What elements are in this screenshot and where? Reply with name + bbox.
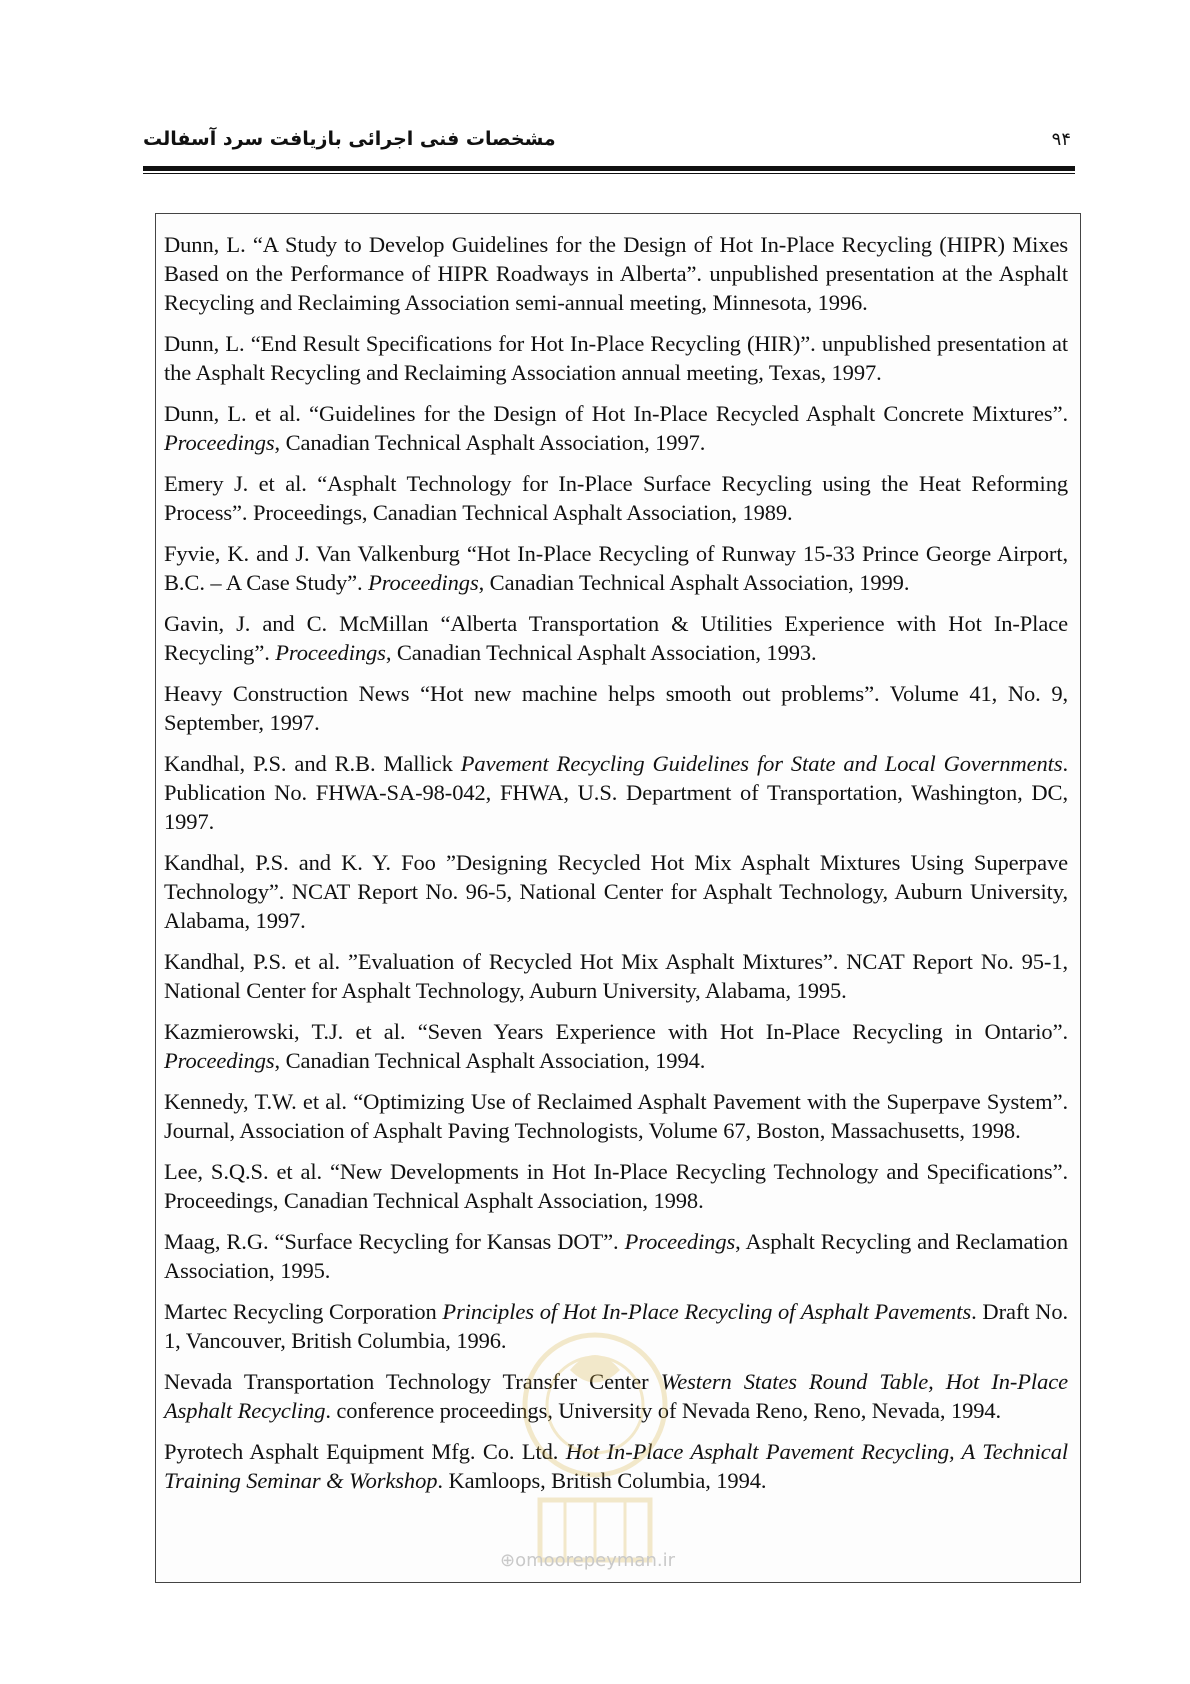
- reference-italic-title: Proceedings: [164, 1048, 275, 1073]
- watermark-logo: [470, 1310, 720, 1580]
- reference-text: , Canadian Technical Asphalt Association, 1997.: [274, 430, 706, 455]
- reference-text: Kandhal, P.S. and K. Y. Foo ”Designing Recycled Hot Mix Asphalt Mixtures Using Superpave Technology”. NCAT Report No. 96-5, National Center for Asphalt Technology, Auburn University, Alabama, 1997.: [164, 850, 1068, 933]
- page-header: [143, 128, 1075, 168]
- reference-italic-title: Proceedings: [164, 430, 275, 455]
- reference-text: Martec Recycling Corporation: [164, 1299, 443, 1324]
- reference-text: Dunn, L. “End Result Specifications for Hot In-Place Recycling (HIR)”. unpublished presentation at the Asphalt Recycling and Reclaiming Association annual meeting, Texas, 1997.: [164, 331, 1068, 385]
- reference-text: Emery J. et al. “Asphalt Technology for In-Place Surface Recycling using the Heat Reforming Process”. Proceedings, Canadian Technical Asphalt Association, 1989.: [164, 471, 1068, 525]
- watermark-site: ⊕omoorepeyman.ir: [500, 1550, 675, 1571]
- reference-entry: [164, 1087, 1068, 1145]
- reference-entry: [164, 469, 1068, 527]
- reference-italic-title: Proceedings: [624, 1229, 736, 1254]
- reference-text: Gavin, J. and C. McMillan “Alberta Transportation & Utilities Experience with Hot In-Place Recycling”.: [164, 611, 1068, 665]
- page-number: ۹۴: [1051, 129, 1071, 150]
- reference-text: Kazmierowski, T.J. et al. “Seven Years Experience with Hot In-Place Recycling in Ontario”.: [164, 1019, 1068, 1044]
- reference-entry: [164, 230, 1068, 317]
- reference-text: . conference proceedings, University of Nevada Reno, Reno, Nevada, 1994.: [325, 1398, 1002, 1423]
- reference-italic-title: Hot In-Place Asphalt Pavement Recycling, A Technical Training Seminar & Workshop: [164, 1439, 1068, 1493]
- reference-text: , Canadian Technical Asphalt Association, 1994.: [274, 1048, 706, 1073]
- header-rule-thin: [143, 173, 1075, 174]
- header-rule-thick: [143, 166, 1075, 171]
- reference-text: , Canadian Technical Asphalt Association, 1999.: [478, 570, 910, 595]
- reference-entry: [164, 749, 1068, 836]
- reference-entry: [164, 1017, 1068, 1075]
- reference-text: Kennedy, T.W. et al. “Optimizing Use of Reclaimed Asphalt Pavement with the Superpave System”. Journal, Association of Asphalt Paving Technologists, Volume 67, Boston, Massachusetts, 1998.: [164, 1089, 1068, 1143]
- reference-italic-title: Western States Round Table, Hot In-Place Asphalt Recycling: [164, 1369, 1068, 1423]
- reference-entry: [164, 609, 1068, 667]
- reference-text: Lee, S.Q.S. et al. “New Developments in Hot In-Place Recycling Technology and Specifications”. Proceedings, Canadian Technical Asphalt Association, 1998.: [164, 1159, 1068, 1213]
- reference-text: . Publication No. FHWA-SA-98-042, FHWA, U.S. Department of Transportation, Washington, DC, 1997.: [164, 751, 1069, 834]
- reference-text: Dunn, L. et al. “Guidelines for the Design of Hot In-Place Recycled Asphalt Concrete Mixtures”.: [164, 401, 1068, 426]
- reference-italic-title: Proceedings: [275, 640, 386, 665]
- reference-text: , Asphalt Recycling and Reclamation Association, 1995.: [164, 1229, 1068, 1283]
- reference-entry: [164, 848, 1068, 935]
- reference-text: Kandhal, P.S. et al. ”Evaluation of Recycled Hot Mix Asphalt Mixtures”. NCAT Report No. 95-1, National Center for Asphalt Technology, Auburn University, Alabama, 1995.: [164, 949, 1068, 1003]
- reference-text: Kandhal, P.S. and R.B. Mallick: [164, 751, 461, 776]
- reference-entry: [164, 679, 1068, 737]
- watermark-globe-icon: ⊕: [500, 1550, 516, 1571]
- reference-text: . Kamloops, British Columbia, 1994.: [437, 1468, 767, 1493]
- reference-entry: [164, 329, 1068, 387]
- reference-entry: [164, 947, 1068, 1005]
- reference-entry: [164, 539, 1068, 597]
- reference-text: Nevada Transportation Technology Transfer Center: [164, 1369, 661, 1394]
- reference-italic-title: Pavement Recycling Guidelines for State and Local Governments: [460, 751, 1063, 776]
- reference-text: , Canadian Technical Asphalt Association, 1993.: [385, 640, 817, 665]
- reference-entry: [164, 399, 1068, 457]
- reference-text: Pyrotech Asphalt Equipment Mfg. Co. Ltd.: [164, 1439, 566, 1464]
- reference-entry: [164, 1157, 1068, 1215]
- reference-text: . Draft No. 1, Vancouver, British Columbia, 1996.: [164, 1299, 1068, 1353]
- reference-text: Dunn, L. “A Study to Develop Guidelines for the Design of Hot In-Place Recycling (HIPR) Mixes Based on the Performance of HIPR Roadways in Alberta”. unpublished presentation at the Asphalt Recycling and Reclaiming Association semi-annual meeting, Minnesota, 1996.: [164, 232, 1068, 315]
- reference-text: Heavy Construction News “Hot new machine helps smooth out problems”. Volume 41, No. 9, September, 1997.: [164, 681, 1068, 735]
- running-header-title: مشخصات فنی اجرائی بازیافت سرد آسفالت: [143, 128, 556, 150]
- reference-italic-title: Principles of Hot In-Place Recycling of Asphalt Pavements: [442, 1299, 972, 1324]
- reference-text: Fyvie, K. and J. Van Valkenburg “Hot In-Place Recycling of Runway 15-33 Prince George Airport, B.C. – A Case Study”.: [164, 541, 1068, 595]
- reference-italic-title: Proceedings: [368, 570, 479, 595]
- reference-text: Maag, R.G. “Surface Recycling for Kansas DOT”.: [164, 1229, 625, 1254]
- reference-entry: [164, 1227, 1068, 1285]
